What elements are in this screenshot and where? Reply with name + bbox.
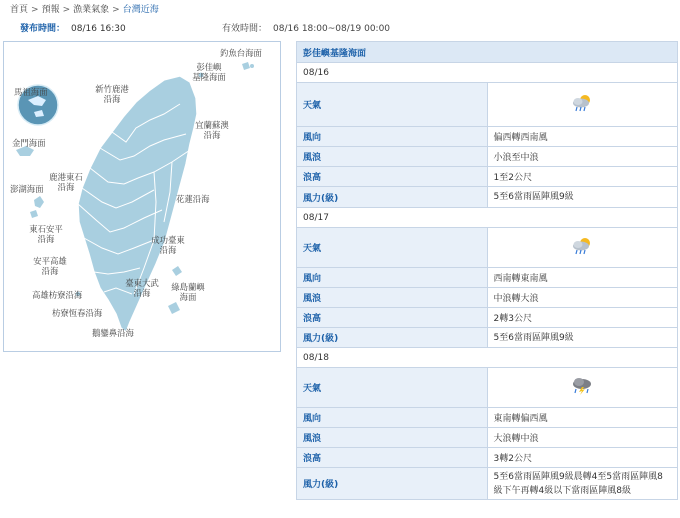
table-row <box>297 208 678 228</box>
map-label-fangliao-hengchun[interactable]: 枋寮恆春沿海 <box>52 308 103 318</box>
wind-direction-value: 西南轉東南風 <box>487 268 678 288</box>
valid-time <box>222 21 390 34</box>
wave-height-label: 浪高 <box>297 308 488 328</box>
map-label-kaohsiung-fangliao[interactable]: 高雄枋寮沿海 <box>32 290 83 300</box>
breadcrumb-separator: > <box>62 5 71 15</box>
breadcrumb-separator: > <box>112 5 120 15</box>
map-label-kinmen[interactable]: 金門海面 <box>12 138 46 148</box>
map-label-hsinchu-lugang[interactable]: 新竹鹿港 沿海 <box>95 84 129 104</box>
map-label-anping-kaohsiung[interactable]: 安平高雄 沿海 <box>33 256 67 276</box>
valid-time-value: 08/16 18:00~08/19 00:00 <box>273 24 391 34</box>
table-row <box>297 127 678 147</box>
map-label-yilan-suao[interactable]: 宜蘭蘇澳 沿海 <box>195 120 229 140</box>
orchid-island <box>168 302 180 314</box>
breadcrumb <box>10 2 159 15</box>
table-row <box>297 83 678 127</box>
wave-value: 大浪轉中浪 <box>487 428 678 448</box>
publish-time-value: 08/16 16:30 <box>71 24 126 34</box>
thunderstorm-icon <box>571 376 593 399</box>
breadcrumb-taiwan-offshore[interactable]: 台灣近海 <box>122 5 159 15</box>
table-row <box>297 408 678 428</box>
green-island <box>172 266 182 276</box>
valid-time-label: 有效時間： <box>222 24 268 34</box>
map-label-eluanbi[interactable]: 鵝鑾鼻沿海 <box>92 328 134 338</box>
weather-value <box>487 83 678 127</box>
penghu-islet <box>30 210 38 218</box>
sea-area-map <box>3 41 281 352</box>
table-row <box>297 448 678 468</box>
breadcrumb-forecast[interactable]: 預報 <box>41 5 60 15</box>
diaoyutai-islet <box>250 64 254 68</box>
table-row <box>297 42 678 63</box>
partly-cloudy-rain-icon <box>571 236 593 259</box>
forecast-date: 08/16 <box>297 63 678 83</box>
map-label-taitung-dawu[interactable]: 臺東大武 沿海 <box>125 278 159 298</box>
map-label-dongshi-anping[interactable]: 東石安平 沿海 <box>29 224 63 244</box>
forecast-date: 08/18 <box>297 348 678 368</box>
wave-label: 風浪 <box>297 288 488 308</box>
weather-value <box>487 368 678 408</box>
weather-value <box>487 228 678 268</box>
map-label-matsu[interactable]: 馬祖海面 <box>14 87 48 97</box>
wind-direction-value: 偏西轉西南風 <box>487 127 678 147</box>
penghu-island <box>34 196 44 208</box>
table-row <box>297 348 678 368</box>
table-row <box>297 147 678 167</box>
map-label-lugang-dongshi[interactable]: 鹿港東石 沿海 <box>49 172 83 192</box>
wind-force-label: 風力(級) <box>297 328 488 348</box>
wave-height-label: 浪高 <box>297 448 488 468</box>
diaoyutai-islet <box>242 62 250 70</box>
publish-time <box>20 21 126 34</box>
table-row <box>297 288 678 308</box>
table-row <box>297 328 678 348</box>
wind-force-label: 風力(級) <box>297 187 488 208</box>
wind-force-value: 5至6當雨區陣風9級晨轉4至5當雨區陣風8級下午再轉4級以下當雨區陣風8級 <box>487 468 678 500</box>
table-row <box>297 368 678 408</box>
wave-height-value: 1至2公尺 <box>487 167 678 187</box>
wind-force-value: 5至6當雨區陣風9級 <box>487 328 678 348</box>
forecast-table <box>296 41 678 500</box>
map-label-hualien[interactable]: 花蓮沿海 <box>176 194 210 204</box>
wind-direction-label: 風向 <box>297 127 488 147</box>
breadcrumb-fishery-weather[interactable]: 漁業氣象 <box>73 5 110 15</box>
wave-height-value: 2轉3公尺 <box>487 308 678 328</box>
forecast-date: 08/17 <box>297 208 678 228</box>
breadcrumb-home[interactable]: 首頁 <box>10 5 29 15</box>
weather-label: 天氣 <box>297 83 488 127</box>
weather-label: 天氣 <box>297 228 488 268</box>
wind-direction-label: 風向 <box>297 268 488 288</box>
wave-height-label: 浪高 <box>297 167 488 187</box>
map-label-diaoyutai[interactable]: 釣魚台海面 <box>220 48 262 58</box>
table-row <box>297 63 678 83</box>
wave-label: 風浪 <box>297 428 488 448</box>
breadcrumb-separator: > <box>31 5 39 15</box>
publish-time-label: 發布時間： <box>20 24 66 34</box>
wave-value: 小浪至中浪 <box>487 147 678 167</box>
map-label-green-orchid[interactable]: 綠島蘭嶼 海面 <box>171 282 205 302</box>
table-row <box>297 308 678 328</box>
wave-label: 風浪 <box>297 147 488 167</box>
wave-value: 中浪轉大浪 <box>487 288 678 308</box>
table-row <box>297 228 678 268</box>
forecast-area-title: 彭佳嶼基隆海面 <box>297 42 678 63</box>
map-label-pengjia-keelung[interactable]: 彭佳嶼 基隆海面 <box>192 62 226 82</box>
wind-direction-label: 風向 <box>297 408 488 428</box>
map-label-penghu[interactable]: 澎湖海面 <box>10 184 44 194</box>
wave-height-value: 3轉2公尺 <box>487 448 678 468</box>
table-row <box>297 268 678 288</box>
table-row <box>297 167 678 187</box>
table-row <box>297 428 678 448</box>
wind-direction-value: 東南轉偏西風 <box>487 408 678 428</box>
partly-cloudy-rain-icon <box>571 93 593 116</box>
weather-label: 天氣 <box>297 368 488 408</box>
map-label-chenggong-taitung[interactable]: 成功臺東 沿海 <box>151 235 185 255</box>
wind-force-label: 風力(級) <box>297 468 488 500</box>
table-row <box>297 468 678 500</box>
table-row <box>297 187 678 208</box>
wind-force-value: 5至6當雨區陣風9級 <box>487 187 678 208</box>
